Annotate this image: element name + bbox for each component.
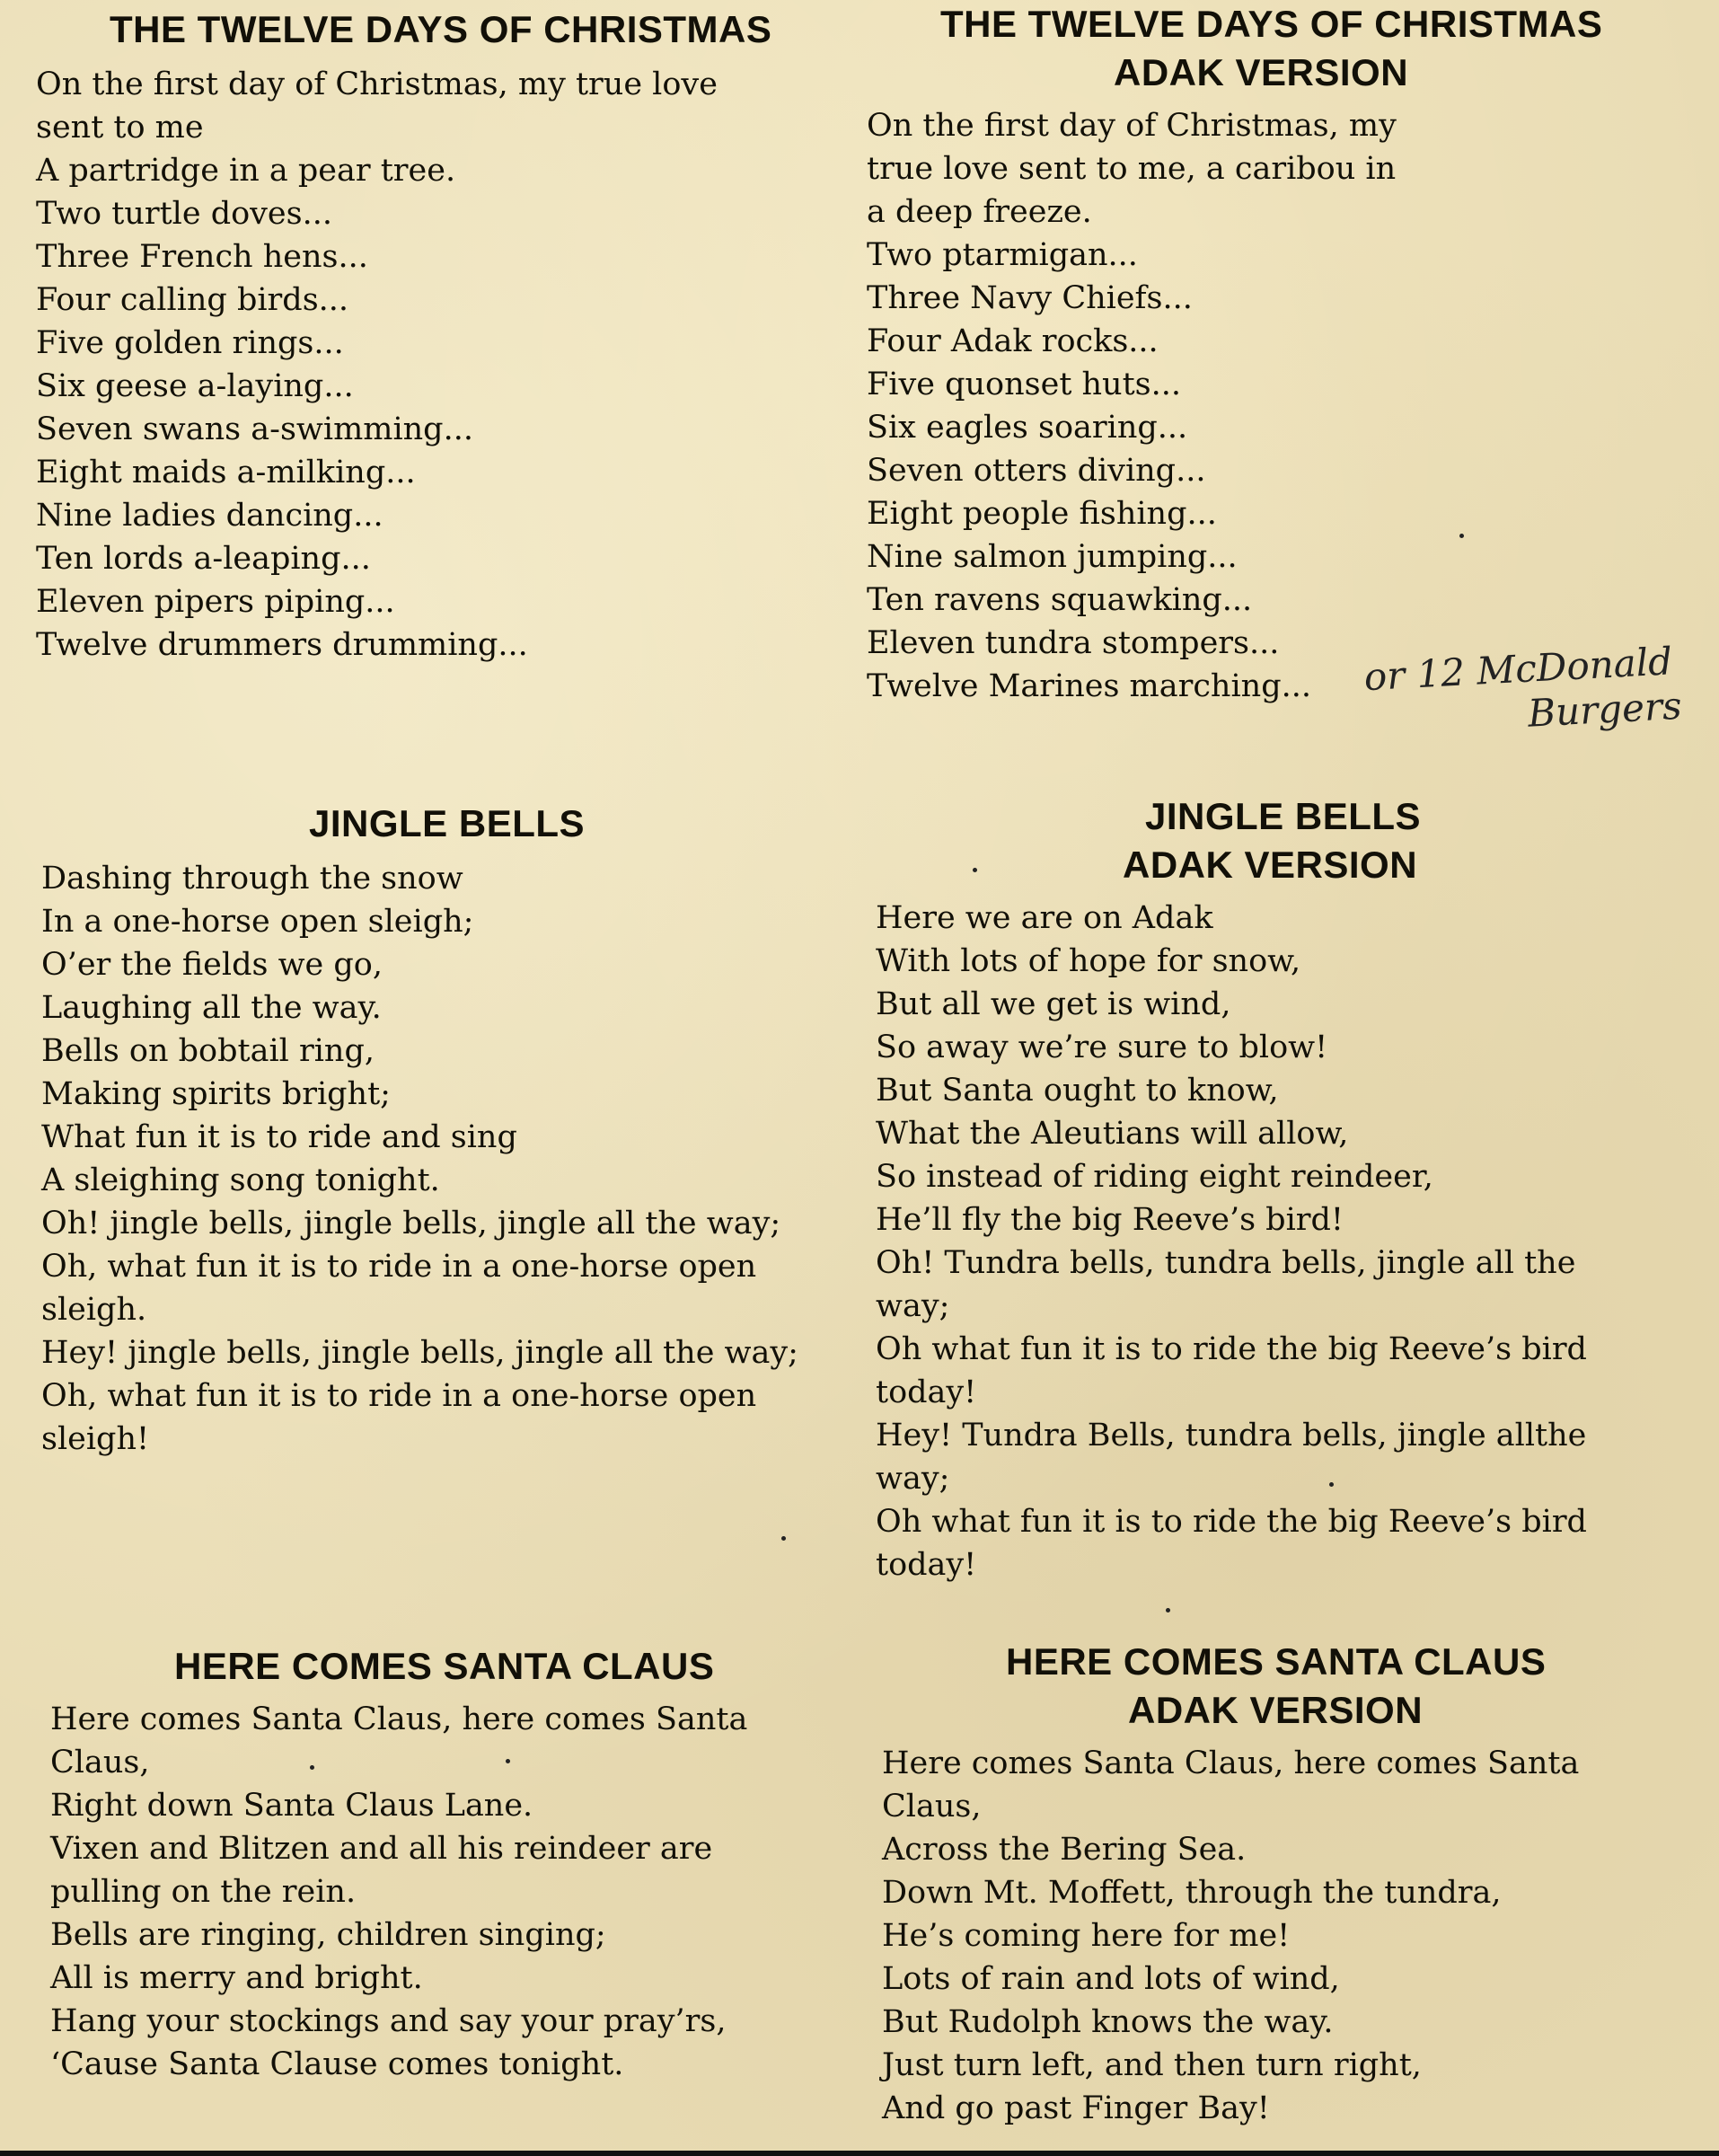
lyric-line: Across the Bering Sea. xyxy=(882,1832,1247,1868)
song-twelve-days-adak xyxy=(867,0,1657,708)
lyric-line: Two turtle doves... xyxy=(36,196,332,232)
lyric-line: Oh, what fun it is to ride in a one-horse open xyxy=(41,1378,757,1414)
paper-speck xyxy=(310,1765,314,1770)
song-jingle-bells-adak xyxy=(876,792,1666,1586)
song-title-line: ADAK VERSION xyxy=(1123,844,1418,886)
lyric-line: Seven swans a-swimming... xyxy=(36,411,473,447)
lyrics xyxy=(50,1698,841,2086)
lyric-line: Dashing through the snow xyxy=(41,861,463,897)
lyrics xyxy=(36,63,808,667)
lyric-line: Hey! Tundra Bells, tundra bells, jingle allthe xyxy=(876,1418,1587,1454)
song-santa-claus-adak xyxy=(882,1638,1672,2130)
lyric-line: Three French hens... xyxy=(36,239,368,275)
lyric-line: pulling on the rein. xyxy=(50,1874,357,1910)
lyric-line: Ten ravens squawking... xyxy=(867,582,1253,618)
lyric-line: Making spirits bright; xyxy=(41,1076,391,1112)
lyric-line: Eleven tundra stompers... xyxy=(867,625,1280,661)
song-title-line: JINGLE BELLS xyxy=(309,802,586,844)
lyric-line: Hey! jingle bells, jingle bells, jingle all the way; xyxy=(41,1335,798,1371)
lyric-line: But all we get is wind, xyxy=(876,986,1231,1022)
lyric-line: ‘Cause Santa Clause comes tonight. xyxy=(50,2046,624,2082)
lyric-line: Four Adak rocks... xyxy=(867,323,1159,359)
song-title-line: HERE COMES SANTA CLAUS xyxy=(174,1645,715,1687)
paper-speck xyxy=(973,868,977,872)
song-title-line: ADAK VERSION xyxy=(1114,51,1409,93)
lyric-line: So instead of riding eight reindeer, xyxy=(876,1159,1433,1195)
lyric-line: way; xyxy=(876,1288,950,1324)
lyric-line: Twelve drummers drumming... xyxy=(36,627,528,663)
lyric-line: In a one-horse open sleigh; xyxy=(41,904,474,940)
paper-speck xyxy=(1329,1482,1334,1487)
song-title-line: THE TWELVE DAYS OF CHRISTMAS xyxy=(110,8,772,50)
lyric-line: Vixen and Blitzen and all his reindeer are xyxy=(50,1831,713,1867)
lyric-line: Down Mt. Moffett, through the tundra, xyxy=(882,1875,1502,1911)
lyric-line: Claus, xyxy=(50,1745,150,1780)
song-title xyxy=(41,800,832,848)
song-title xyxy=(36,5,808,54)
lyric-line: With lots of hope for snow, xyxy=(876,943,1301,979)
lyric-line: Bells on bobtail ring, xyxy=(41,1033,375,1069)
lyric-line: Six geese a-laying... xyxy=(36,368,354,404)
lyric-line: All is merry and bright. xyxy=(50,1960,423,1996)
lyric-line: sent to me xyxy=(36,110,204,146)
lyric-line: And go past Finger Bay! xyxy=(882,2090,1270,2126)
lyrics xyxy=(882,1742,1672,2130)
lyric-line: Here we are on Adak xyxy=(876,900,1213,936)
lyric-line: Here comes Santa Claus, here comes Santa xyxy=(882,1745,1580,1781)
lyric-line: Five quonset huts... xyxy=(867,367,1181,402)
lyric-line: Two ptarmigan... xyxy=(867,237,1138,273)
lyrics xyxy=(876,897,1666,1586)
lyric-line: Eleven pipers piping... xyxy=(36,584,395,620)
lyric-line: a deep freeze. xyxy=(867,194,1092,230)
handwritten-note xyxy=(1363,639,1683,745)
lyric-line: Four calling birds... xyxy=(36,282,349,318)
song-jingle-bells xyxy=(41,800,832,1461)
lyric-line: Bells are ringing, children singing; xyxy=(50,1917,606,1953)
lyric-line: Oh, what fun it is to ride in a one-horse open xyxy=(41,1249,757,1285)
lyric-line: true love sent to me, a caribou in xyxy=(867,151,1397,187)
page-bottom-edge xyxy=(0,2151,1719,2156)
song-title xyxy=(882,1638,1672,1735)
handwritten-note-line: Burgers xyxy=(1526,683,1683,736)
lyric-line: Five golden rings... xyxy=(36,325,344,361)
lyric-line: Nine salmon jumping... xyxy=(867,539,1238,575)
lyric-line: Eight maids a-milking... xyxy=(36,455,416,490)
lyric-line: Hang your stockings and say your pray’rs, xyxy=(50,2003,727,2039)
lyric-line: today! xyxy=(876,1374,977,1410)
lyric-line: Seven otters diving... xyxy=(867,453,1206,489)
lyric-line: What fun it is to ride and sing xyxy=(41,1119,517,1155)
lyric-line: Oh! jingle bells, jingle bells, jingle all the way; xyxy=(41,1206,781,1241)
lyric-line: Oh what fun it is to ride the big Reeve’s bird xyxy=(876,1504,1587,1540)
lyric-line: way; xyxy=(876,1461,950,1497)
lyric-line: Lots of rain and lots of wind, xyxy=(882,1961,1340,1997)
lyric-line: Three Navy Chiefs... xyxy=(867,280,1193,316)
lyric-line: What the Aleutians will allow, xyxy=(876,1116,1349,1152)
song-santa-claus xyxy=(50,1642,841,2086)
lyric-line: Nine ladies dancing... xyxy=(36,498,383,534)
lyric-line: Oh what fun it is to ride the big Reeve’s bird xyxy=(876,1331,1587,1367)
lyric-line: But Santa ought to know, xyxy=(876,1073,1279,1109)
lyric-line: But Rudolph knows the way. xyxy=(882,2004,1334,2040)
lyric-line: A sleighing song tonight. xyxy=(41,1162,440,1198)
lyrics xyxy=(41,857,832,1461)
song-title-line: ADAK VERSION xyxy=(1128,1689,1424,1731)
paper-speck xyxy=(506,1759,510,1763)
lyric-line: He’s coming here for me! xyxy=(882,1918,1291,1954)
lyric-line: Ten lords a-leaping... xyxy=(36,541,371,577)
lyric-line: Oh! Tundra bells, tundra bells, jingle all the xyxy=(876,1245,1576,1281)
paper-speck xyxy=(781,1536,786,1541)
lyric-line: Twelve Marines marching... xyxy=(867,668,1311,704)
lyrics xyxy=(867,104,1657,708)
lyric-line: sleigh. xyxy=(41,1292,147,1328)
lyric-line: He’ll fly the big Reeve’s bird! xyxy=(876,1202,1344,1238)
lyric-line: On the first day of Christmas, my true love xyxy=(36,66,718,102)
song-twelve-days xyxy=(36,5,808,667)
lyric-line: O’er the fields we go, xyxy=(41,947,383,983)
lyric-line: A partridge in a pear tree. xyxy=(36,153,456,189)
lyric-line: sleigh! xyxy=(41,1421,150,1457)
lyric-line: Eight people fishing... xyxy=(867,496,1217,532)
lyric-line: So away we’re sure to blow! xyxy=(876,1029,1328,1065)
paper-speck xyxy=(1166,1608,1170,1613)
lyric-line: Here comes Santa Claus, here comes Santa xyxy=(50,1701,748,1737)
lyric-line: Claus, xyxy=(882,1789,982,1825)
lyric-line: Right down Santa Claus Lane. xyxy=(50,1788,533,1824)
lyric-line: Just turn left, and then turn right, xyxy=(882,2047,1422,2083)
song-title-line: HERE COMES SANTA CLAUS xyxy=(1006,1640,1547,1683)
song-title-line: THE TWELVE DAYS OF CHRISTMAS xyxy=(940,3,1603,45)
song-title xyxy=(876,792,1666,889)
lyric-line: Laughing all the way. xyxy=(41,990,382,1026)
song-title-line: JINGLE BELLS xyxy=(1145,795,1422,837)
lyric-line: Six eagles soaring... xyxy=(867,410,1188,446)
paper-speck xyxy=(1459,534,1464,538)
lyric-line: On the first day of Christmas, my xyxy=(867,108,1397,144)
song-title xyxy=(50,1642,841,1691)
lyric-line: today! xyxy=(876,1547,977,1583)
song-title xyxy=(867,0,1657,97)
handwritten-note-line: or 12 McDonald xyxy=(1362,639,1674,700)
